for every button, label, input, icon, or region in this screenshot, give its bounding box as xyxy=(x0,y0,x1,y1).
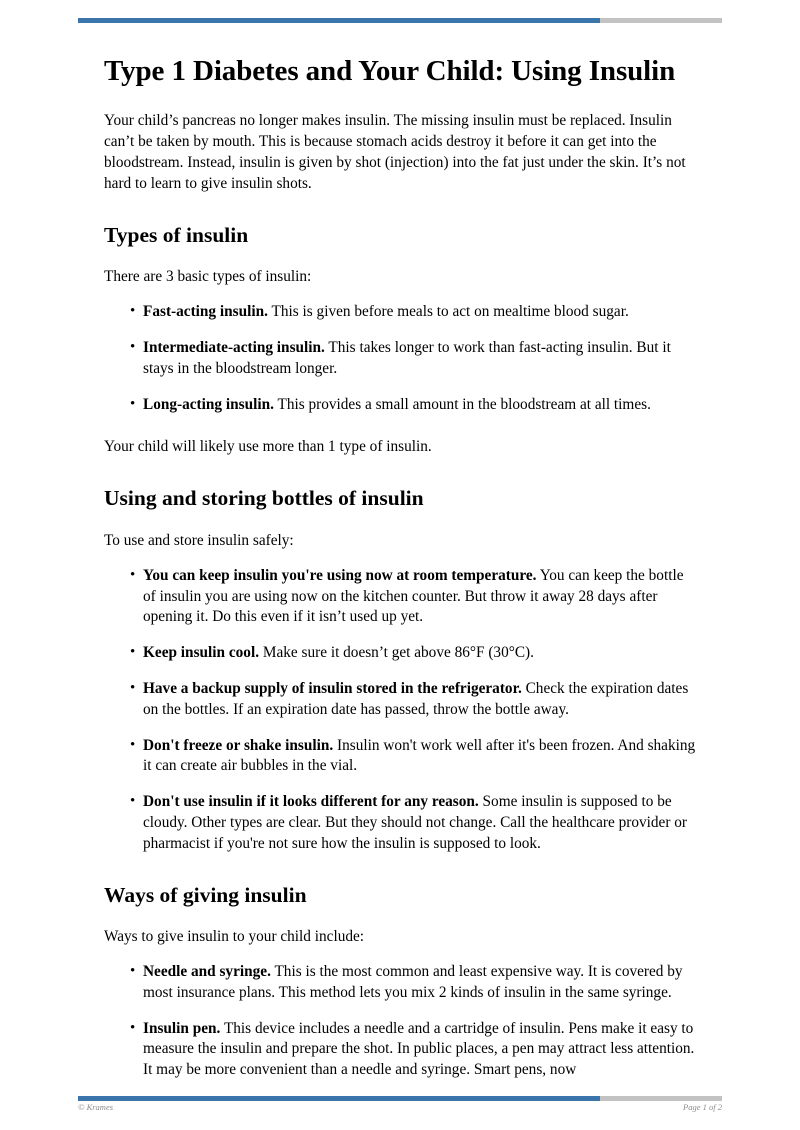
list-item-lead: Have a backup supply of insulin stored in the refrigerator. xyxy=(143,679,522,697)
footer-page-number: Page 1 of 2 xyxy=(683,1102,722,1112)
section-intro-types-of-insulin: There are 3 basic types of insulin: xyxy=(104,268,312,286)
list-item-lead: Intermediate-acting insulin. xyxy=(143,338,325,356)
list-item-text: Insulin won't work well after it's been frozen. And shaking it can create air bubbles in the vial. xyxy=(143,736,696,775)
list-item-text: Some insulin is supposed to be cloudy. Other types are clear. But they should not change. Call the healthcare provider or pharmacist if you're not sure how the insulin is supposed to look. xyxy=(143,793,687,852)
section-intro-ways-of-giving: Ways to give insulin to your child include: xyxy=(104,928,365,946)
bullet-list-types-of-insulin xyxy=(104,302,696,415)
bullet-list-ways-of-giving xyxy=(104,962,696,1081)
section-intro-using-and-storing: To use and store insulin safely: xyxy=(104,531,294,549)
list-item xyxy=(104,395,696,416)
document-page xyxy=(104,0,696,1081)
list-item-lead: Long-acting insulin. xyxy=(143,395,274,413)
list-item xyxy=(104,338,696,380)
list-item-text: This is given before meals to act on mealtime blood sugar. xyxy=(267,303,629,321)
list-item-lead: Keep insulin cool. xyxy=(143,644,260,662)
list-item-text: Make sure it doesn’t get above 86°F (30°C). xyxy=(259,644,534,662)
list-item xyxy=(104,1019,696,1081)
list-item-lead: Fast-acting insulin. xyxy=(143,303,268,321)
intro-paragraph: Your child’s pancreas no longer makes insulin. The missing insulin must be replaced. Insulin can’t be taken by mouth. This is because stomach acids destroy it before it can get into the bloodstream. Instead, insulin is given by shot (injection) into the fat just under the skin. It’s not hard to learn to give insulin shots. xyxy=(104,112,686,192)
list-item xyxy=(104,566,696,628)
section-outro-types-of-insulin: Your child will likely use more than 1 type of insulin. xyxy=(104,438,432,456)
list-item-text: This provides a small amount in the bloodstream at all times. xyxy=(273,395,651,413)
list-item-text: Check the expiration dates on the bottles. If an expiration date has passed, throw the bottle away. xyxy=(143,679,689,718)
page-title: Type 1 Diabetes and Your Child: Using Insulin xyxy=(104,55,676,87)
footer-copyright: © Krames xyxy=(78,1102,114,1112)
list-item xyxy=(104,643,696,664)
list-item xyxy=(104,302,696,323)
list-item-text: This takes longer to work than fast-acting insulin. But it stays in the bloodstream longer. xyxy=(143,338,671,377)
section-heading-ways-of-giving: Ways of giving insulin xyxy=(104,882,307,907)
list-item-lead: You can keep insulin you're using now at room temperature. xyxy=(143,566,537,584)
list-item-text: You can keep the bottle of insulin you are using now on the kitchen counter. But throw it away 28 days after opening it. Do this even if it isn’t used up yet. xyxy=(143,566,684,626)
list-item-lead: Insulin pen. xyxy=(143,1019,221,1037)
list-item xyxy=(104,736,696,778)
footer-divider-rule xyxy=(78,1096,722,1101)
list-item-lead: Don't freeze or shake insulin. xyxy=(143,736,334,754)
list-item-lead: Needle and syringe. xyxy=(143,963,271,981)
section-heading-types-of-insulin: Types of insulin xyxy=(104,222,249,247)
list-item xyxy=(104,679,696,721)
list-item xyxy=(104,962,696,1004)
list-item xyxy=(104,792,696,854)
section-heading-using-and-storing: Using and storing bottles of insulin xyxy=(104,486,424,511)
footer-rule-blue-segment xyxy=(78,1096,600,1101)
list-item-text: This is the most common and least expensive way. It is covered by most insurance plans. This method lets you mix 2 kinds of insulin in the same syringe. xyxy=(143,963,683,1001)
footer-rule-gray-segment xyxy=(600,1096,722,1101)
list-item-text: This device includes a needle and a cartridge of insulin. Pens make it easy to measure the insulin and prepare the shot. In public places, a pen may attract less attention. It may be more convenient than a needle and syringe. Smart pens, now xyxy=(143,1019,695,1079)
list-item-lead: Don't use insulin if it looks different for any reason. xyxy=(143,793,479,811)
bullet-list-using-and-storing xyxy=(104,566,696,855)
